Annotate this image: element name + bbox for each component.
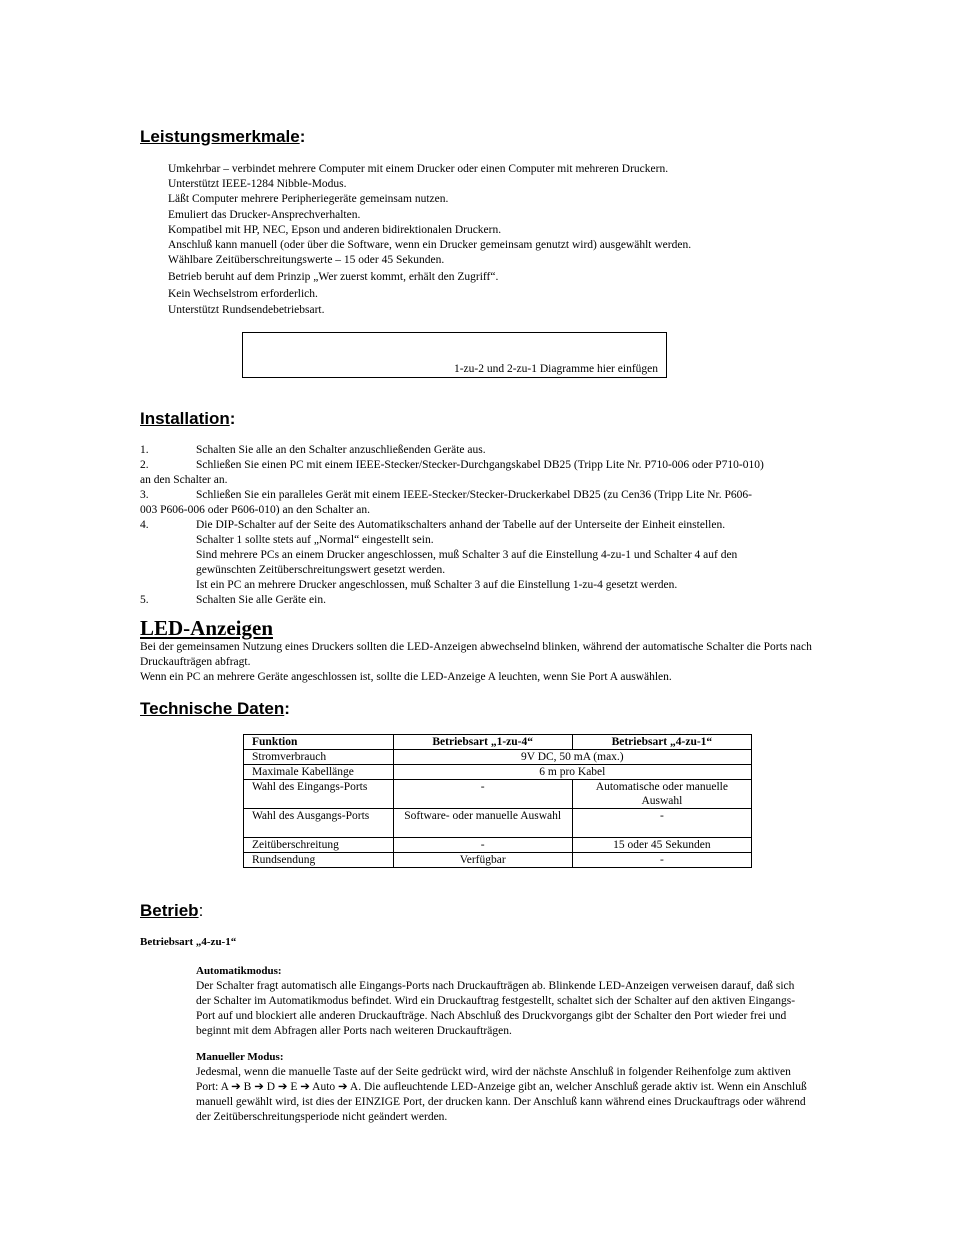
diagram-placeholder-text: 1-zu-2 und 2-zu-1 Diagramme hier einfügen — [453, 363, 658, 375]
step-text: Schließen Sie ein paralleles Gerät mit einem IEEE-Stecker/Stecker-Druckerkabel DB25 (zu Cen36 (Tripp Lite Nr. P606- — [196, 489, 752, 501]
table-row — [244, 765, 752, 780]
table-cell: Stromverbrauch — [244, 750, 394, 765]
table-cell: Rundsendung — [244, 853, 394, 868]
table-cell: Automatische oder manuelle Auswahl — [572, 780, 751, 809]
table-cell: Zeitüberschreitung — [244, 838, 394, 853]
step-subtext: Schalter 1 sollte stets auf „Normal“ eingestellt sein. — [196, 534, 434, 546]
installation-steps — [140, 443, 820, 608]
list-item: Wählbare Zeitüberschreitungswerte – 15 oder 45 Sekunden. — [168, 254, 445, 267]
auto-mode-title: Automatikmodus: — [196, 965, 282, 977]
column-header: Betriebsart „1-zu-4“ — [393, 735, 572, 750]
step-text-continued: 003 P606-006 oder P606-010) an den Schalter an. — [140, 504, 370, 516]
led-text — [140, 640, 820, 685]
table-cell: - — [393, 838, 572, 853]
table-cell: Wahl des Eingangs-Ports — [244, 780, 394, 809]
step-number: 2. — [140, 459, 149, 471]
step-text: Schalten Sie alle an den Schalter anzuschließenden Geräte aus. — [196, 444, 486, 456]
step-text: Schalten Sie alle Geräte ein. — [196, 594, 326, 606]
list-item: Umkehrbar – verbindet mehrere Computer mit einem Drucker oder einen Computer mit mehreren Druckern. — [168, 163, 669, 175]
manual-mode-section — [196, 1050, 811, 1125]
table-header-row — [244, 735, 752, 750]
column-header: Funktion — [244, 735, 394, 750]
list-item: Betrieb beruht auf dem Prinzip „Wer zuerst kommt, erhält den Zugriff“. — [168, 271, 499, 284]
features-heading: Leistungsmerkmale: — [140, 127, 306, 146]
step-number: 4. — [140, 519, 149, 531]
table-cell: 15 oder 45 Sekunden — [572, 838, 751, 853]
led-heading: LED-Anzeigen — [140, 616, 273, 640]
list-item: Unterstützt Rundsendebetriebsart. — [168, 303, 325, 316]
table-row — [244, 809, 752, 838]
table-row — [244, 780, 752, 809]
specs-table — [243, 734, 752, 868]
table-cell: Maximale Kabellänge — [244, 765, 394, 780]
installation-heading: Installation: — [140, 409, 236, 428]
install-step-1 — [140, 443, 820, 458]
led-paragraph: Bei der gemeinsamen Nutzung eines Druckers sollten die LED-Anzeigen abwechselnd blinken, während der automatische Schalter die Ports nach Druckaufträgen abfragt. — [140, 641, 812, 668]
table-cell: 6 m pro Kabel — [393, 765, 751, 780]
manual-mode-title: Manueller Modus: — [196, 1051, 284, 1063]
step-text: Die DIP-Schalter auf der Seite des Automatikschalters anhand der Tabelle auf der Unterseite der Einheit einstellen. — [196, 519, 726, 531]
install-step-4 — [140, 518, 820, 593]
step-text-continued: an den Schalter an. — [140, 474, 228, 486]
table-row — [244, 838, 752, 853]
step-number: 3. — [140, 489, 149, 501]
table-cell: 9V DC, 50 mA (max.) — [393, 750, 751, 765]
column-header: Betriebsart „4-zu-1“ — [572, 735, 751, 750]
step-text: Schließen Sie einen PC mit einem IEEE-Stecker/Stecker-Durchgangskabel DB25 (Tripp Lite Nr. P710-006 oder P710-010) — [196, 459, 764, 471]
step-subtext: Ist ein PC an mehrere Drucker angeschlossen, muß Schalter 3 auf die Einstellung 1-zu-4 gesetzt werden. — [196, 579, 678, 591]
step-subtext: Sind mehrere PCs an einem Drucker angeschlossen, muß Schalter 3 auf die Einstellung 4-zu-1 und Schalter 4 auf den gewünschten Zeitüberschreitungswert gesetzt werden. — [196, 549, 738, 576]
install-step-5 — [140, 593, 820, 608]
auto-mode-text: Der Schalter fragt automatisch alle Eingangs-Ports nach Druckaufträgen ab. Blinkende LED-Anzeigen verweisen darauf, daß sich der Schalter im Automatikmodus befindet. Wird ein Druckauftrag festgestellt, schaltet sich der Schalter auf den aktiven Eingangs-Port auf und blockiert alle anderen Druckaufträge. Nach Abschluß des Druckvorgangs gibt der Schalter den Port wieder frei und beginnt mit dem Abfragen aller Ports nach weiteren Druckaufträgen. — [196, 980, 796, 1037]
operation-mode-title: Betriebsart „4-zu-1“ — [140, 936, 237, 948]
operation-heading: Betrieb: — [140, 901, 204, 920]
list-item: Kompatibel mit HP, NEC, Epson und anderen bidirektionalen Druckern. — [168, 223, 502, 236]
manual-mode-text: Jedesmal, wenn die manuelle Taste auf der Seite gedrückt wird, wird der nächste Anschluß in folgender Reihenfolge zum aktiven Port: A ➔ B ➔ D ➔ E ➔ Auto ➔ A. Die aufleuchtende LED-Anzeige gibt an, welcher Anschluß gerade aktiv ist. Wenn ein Anschluß manuell gewählt wird, ist dies der EINZIGE Port, der drucken kann. Der Anschluß kann während eines Druckauftrags oder während der Zeitüberschreitungsperiode nicht geändert werden. — [196, 1066, 807, 1123]
table-row — [244, 853, 752, 868]
list-item: Anschluß kann manuell (oder über die Software, wenn ein Drucker gemeinsam genutzt wird) ausgewählt werden. — [168, 238, 692, 251]
table-cell: - — [393, 780, 572, 809]
specs-heading: Technische Daten: — [140, 699, 290, 718]
list-item: Läßt Computer mehrere Peripheriegeräte gemeinsam nutzen. — [168, 193, 449, 206]
list-item: Kein Wechselstrom erforderlich. — [168, 288, 318, 301]
list-item: Unterstützt IEEE-1284 Nibble-Modus. — [168, 178, 347, 191]
features-list — [168, 162, 868, 318]
table-cell: Wahl des Ausgangs-Ports — [244, 809, 394, 838]
install-step-3 — [140, 488, 820, 518]
table-cell: Verfügbar — [393, 853, 572, 868]
led-paragraph: Wenn ein PC an mehrere Geräte angeschlossen ist, sollte die LED-Anzeige A leuchten, wenn Sie Port A auswählen. — [140, 671, 672, 683]
table-cell: Software- oder manuelle Auswahl — [393, 809, 572, 838]
table-row — [244, 750, 752, 765]
table-cell: - — [572, 853, 751, 868]
auto-mode-section — [196, 964, 811, 1039]
step-number: 1. — [140, 444, 149, 456]
list-item: Emuliert das Drucker-Ansprechverhalten. — [168, 208, 361, 221]
table-cell: - — [572, 809, 751, 838]
step-number: 5. — [140, 594, 149, 606]
install-step-2 — [140, 458, 820, 488]
diagram-placeholder-box — [242, 332, 667, 378]
